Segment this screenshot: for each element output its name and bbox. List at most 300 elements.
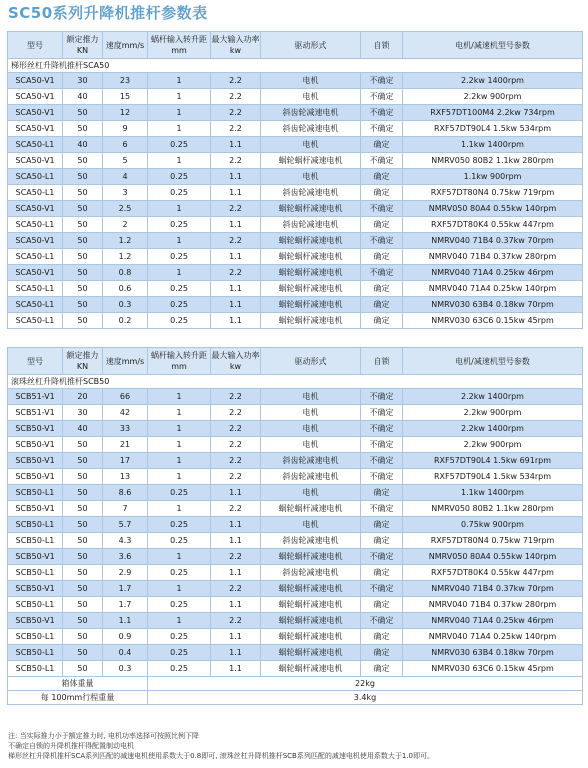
cell-drive-type: 斜齿轮减速电机 bbox=[261, 453, 361, 469]
cell-speed: 9 bbox=[103, 121, 148, 137]
cell-motor-params: NMRV040 71B4 0.37kw 70rpm bbox=[403, 581, 583, 597]
cell-drive-type: 斜齿轮减速电机 bbox=[261, 121, 361, 137]
cell-drive-type: 蜗轮蜗杆减速电机 bbox=[261, 549, 361, 565]
cell-rated-thrust: 20 bbox=[63, 389, 103, 405]
cell-motor-params: NMRV050 80B2 1.1kw 280rpm bbox=[403, 501, 583, 517]
cell-motor-params: RXF57DT80K4 0.55kw 447rpm bbox=[403, 217, 583, 233]
cell-self-lock: 不确定 bbox=[361, 89, 403, 105]
cell-model: SCB50-V1 bbox=[8, 453, 63, 469]
cell-worm-lead: 0.25 bbox=[148, 137, 211, 153]
table-row bbox=[8, 661, 583, 677]
cell-speed: 0.3 bbox=[103, 297, 148, 313]
cell-model: SCB51-V1 bbox=[8, 389, 63, 405]
cell-motor-params: NMRV040 71B4 0.37kw 70rpm bbox=[403, 233, 583, 249]
cell-drive-type: 斜齿轮减速电机 bbox=[261, 105, 361, 121]
cell-motor-params: 1.1kw 900rpm bbox=[403, 169, 583, 185]
cell-self-lock: 不确定 bbox=[361, 265, 403, 281]
table-row bbox=[8, 89, 583, 105]
cell-max-power: 1.1 bbox=[211, 137, 261, 153]
cell-max-power: 2.2 bbox=[211, 453, 261, 469]
table-row bbox=[8, 169, 583, 185]
table-subtitle-row bbox=[8, 375, 583, 389]
table-row bbox=[8, 153, 583, 169]
cell-drive-type: 蜗轮蜗杆减速电机 bbox=[261, 581, 361, 597]
cell-speed: 2 bbox=[103, 217, 148, 233]
cell-self-lock: 确定 bbox=[361, 313, 403, 329]
table-row bbox=[8, 313, 583, 329]
cell-model: SCB51-V1 bbox=[8, 405, 63, 421]
cell-max-power: 2.2 bbox=[211, 121, 261, 137]
table-row bbox=[8, 281, 583, 297]
cell-speed: 12 bbox=[103, 105, 148, 121]
scb50-parameter-table bbox=[7, 347, 583, 705]
cell-max-power: 2.2 bbox=[211, 201, 261, 217]
cell-model: SCA50-V1 bbox=[8, 265, 63, 281]
cell-self-lock: 不确定 bbox=[361, 469, 403, 485]
cell-self-lock: 不确定 bbox=[361, 453, 403, 469]
cell-motor-params: 2.2kw 900rpm bbox=[403, 405, 583, 421]
stroke-weight-label: 每 100mm行程重量 bbox=[8, 691, 148, 705]
cell-speed: 66 bbox=[103, 389, 148, 405]
cell-drive-type: 蜗轮蜗杆减速电机 bbox=[261, 281, 361, 297]
cell-motor-params: RXF57DT90L4 1.5kw 534rpm bbox=[403, 121, 583, 137]
box-weight-value: 22kg bbox=[148, 677, 583, 691]
table-row bbox=[8, 297, 583, 313]
cell-max-power: 1.1 bbox=[211, 313, 261, 329]
cell-max-power: 2.2 bbox=[211, 581, 261, 597]
cell-worm-lead: 0.25 bbox=[148, 629, 211, 645]
cell-speed: 21 bbox=[103, 437, 148, 453]
scb-subtitle: 滚珠丝杠升降机推杆SCB50 bbox=[8, 375, 583, 389]
table-row bbox=[8, 265, 583, 281]
sca50-parameter-table bbox=[7, 31, 583, 329]
table-row bbox=[8, 437, 583, 453]
cell-motor-params: 2.2kw 900rpm bbox=[403, 437, 583, 453]
cell-model: SCA50-V1 bbox=[8, 233, 63, 249]
cell-motor-params: NMRV040 71B4 0.37kw 280rpm bbox=[403, 597, 583, 613]
cell-worm-lead: 1 bbox=[148, 389, 211, 405]
cell-model: SCB50-L1 bbox=[8, 565, 63, 581]
cell-motor-params: NMRV030 63C6 0.15kw 45rpm bbox=[403, 661, 583, 677]
cell-max-power: 2.2 bbox=[211, 501, 261, 517]
cell-worm-lead: 0.25 bbox=[148, 185, 211, 201]
cell-motor-params: NMRV040 71A4 0.25kw 140rpm bbox=[403, 629, 583, 645]
col-header-self-lock: 自锁 bbox=[361, 32, 403, 59]
cell-motor-params: 2.2kw 1400rpm bbox=[403, 421, 583, 437]
cell-self-lock: 不确定 bbox=[361, 105, 403, 121]
table-row bbox=[8, 185, 583, 201]
cell-rated-thrust: 50 bbox=[63, 121, 103, 137]
cell-rated-thrust: 30 bbox=[63, 405, 103, 421]
cell-max-power: 1.1 bbox=[211, 297, 261, 313]
cell-max-power: 1.1 bbox=[211, 485, 261, 501]
cell-self-lock: 不确定 bbox=[361, 201, 403, 217]
cell-model: SCA50-V1 bbox=[8, 105, 63, 121]
cell-self-lock: 确定 bbox=[361, 661, 403, 677]
cell-self-lock: 确定 bbox=[361, 281, 403, 297]
cell-model: SCB50-L1 bbox=[8, 597, 63, 613]
cell-drive-type: 电机 bbox=[261, 137, 361, 153]
cell-rated-thrust: 50 bbox=[63, 501, 103, 517]
cell-max-power: 1.1 bbox=[211, 565, 261, 581]
cell-max-power: 2.2 bbox=[211, 73, 261, 89]
col-header-max-power: 最大输入功率kw bbox=[211, 348, 261, 375]
cell-speed: 33 bbox=[103, 421, 148, 437]
cell-drive-type: 蜗轮蜗杆减速电机 bbox=[261, 201, 361, 217]
cell-rated-thrust: 30 bbox=[63, 73, 103, 89]
cell-self-lock: 确定 bbox=[361, 249, 403, 265]
cell-rated-thrust: 50 bbox=[63, 217, 103, 233]
cell-self-lock: 确定 bbox=[361, 533, 403, 549]
cell-worm-lead: 1 bbox=[148, 613, 211, 629]
table-row bbox=[8, 201, 583, 217]
cell-rated-thrust: 50 bbox=[63, 297, 103, 313]
cell-rated-thrust: 50 bbox=[63, 581, 103, 597]
cell-drive-type: 蜗轮蜗杆减速电机 bbox=[261, 297, 361, 313]
footnote: 注: 当实际推力小于额定推力时, 电机功率选择可按照比例下降 bbox=[8, 732, 200, 740]
cell-worm-lead: 1 bbox=[148, 469, 211, 485]
cell-self-lock: 不确定 bbox=[361, 73, 403, 89]
cell-model: SCA50-L1 bbox=[8, 185, 63, 201]
cell-model: SCA50-L1 bbox=[8, 217, 63, 233]
cell-rated-thrust: 50 bbox=[63, 313, 103, 329]
cell-self-lock: 不确定 bbox=[361, 581, 403, 597]
table-subtitle-row bbox=[8, 59, 583, 73]
cell-drive-type: 蜗轮蜗杆减速电机 bbox=[261, 249, 361, 265]
cell-motor-params: RXF57DT80K4 0.55kw 447rpm bbox=[403, 565, 583, 581]
cell-rated-thrust: 50 bbox=[63, 185, 103, 201]
cell-worm-lead: 1 bbox=[148, 437, 211, 453]
cell-rated-thrust: 50 bbox=[63, 469, 103, 485]
table-row bbox=[8, 549, 583, 565]
cell-drive-type: 蜗轮蜗杆减速电机 bbox=[261, 501, 361, 517]
cell-self-lock: 不确定 bbox=[361, 501, 403, 517]
cell-motor-params: NMRV040 71A4 0.25kw 46rpm bbox=[403, 613, 583, 629]
cell-drive-type: 电机 bbox=[261, 517, 361, 533]
cell-speed: 4 bbox=[103, 169, 148, 185]
cell-drive-type: 电机 bbox=[261, 169, 361, 185]
cell-worm-lead: 0.25 bbox=[148, 661, 211, 677]
cell-motor-params: NMRV050 80A4 0.55kw 140rpm bbox=[403, 201, 583, 217]
cell-worm-lead: 1 bbox=[148, 405, 211, 421]
cell-rated-thrust: 50 bbox=[63, 645, 103, 661]
cell-speed: 0.4 bbox=[103, 645, 148, 661]
cell-motor-params: RXF57DT80N4 0.75kw 719rpm bbox=[403, 185, 583, 201]
footnotes bbox=[8, 731, 434, 761]
col-header-speed: 速度mm/s bbox=[103, 348, 148, 375]
cell-max-power: 2.2 bbox=[211, 153, 261, 169]
table-row bbox=[8, 533, 583, 549]
cell-max-power: 2.2 bbox=[211, 89, 261, 105]
cell-self-lock: 不确定 bbox=[361, 153, 403, 169]
table-row bbox=[8, 469, 583, 485]
col-header-model: 型号 bbox=[8, 32, 63, 59]
cell-model: SCA50-L1 bbox=[8, 297, 63, 313]
cell-max-power: 2.2 bbox=[211, 265, 261, 281]
cell-rated-thrust: 50 bbox=[63, 281, 103, 297]
cell-worm-lead: 1 bbox=[148, 121, 211, 137]
cell-speed: 3.6 bbox=[103, 549, 148, 565]
col-header-drive-type: 驱动形式 bbox=[261, 348, 361, 375]
cell-rated-thrust: 50 bbox=[63, 437, 103, 453]
cell-speed: 0.2 bbox=[103, 313, 148, 329]
table-row bbox=[8, 517, 583, 533]
cell-worm-lead: 0.25 bbox=[148, 297, 211, 313]
cell-speed: 13 bbox=[103, 469, 148, 485]
cell-model: SCA50-V1 bbox=[8, 73, 63, 89]
cell-rated-thrust: 50 bbox=[63, 629, 103, 645]
cell-max-power: 1.1 bbox=[211, 517, 261, 533]
cell-self-lock: 确定 bbox=[361, 565, 403, 581]
cell-worm-lead: 1 bbox=[148, 201, 211, 217]
cell-motor-params: 2.2kw 900rpm bbox=[403, 89, 583, 105]
cell-self-lock: 确定 bbox=[361, 645, 403, 661]
cell-worm-lead: 1 bbox=[148, 265, 211, 281]
page-title: SC50系列升降机推杆参数表 bbox=[8, 4, 208, 22]
sca-subtitle: 梯形丝杠升降机推杆SCA50 bbox=[8, 59, 583, 73]
cell-model: SCB50-L1 bbox=[8, 629, 63, 645]
cell-rated-thrust: 50 bbox=[63, 485, 103, 501]
cell-rated-thrust: 50 bbox=[63, 613, 103, 629]
cell-drive-type: 电机 bbox=[261, 437, 361, 453]
cell-speed: 15 bbox=[103, 89, 148, 105]
cell-model: SCB50-L1 bbox=[8, 661, 63, 677]
footnote: 不确定自锁的升降机推杆得配置制动电机 bbox=[8, 742, 134, 750]
cell-model: SCA50-V1 bbox=[8, 201, 63, 217]
cell-drive-type: 蜗轮蜗杆减速电机 bbox=[261, 645, 361, 661]
cell-drive-type: 电机 bbox=[261, 89, 361, 105]
cell-drive-type: 斜齿轮减速电机 bbox=[261, 469, 361, 485]
cell-worm-lead: 0.25 bbox=[148, 169, 211, 185]
table-row bbox=[8, 613, 583, 629]
cell-model: SCB50-V1 bbox=[8, 613, 63, 629]
cell-max-power: 2.2 bbox=[211, 233, 261, 249]
cell-worm-lead: 1 bbox=[148, 421, 211, 437]
cell-speed: 1.2 bbox=[103, 233, 148, 249]
cell-max-power: 2.2 bbox=[211, 613, 261, 629]
cell-self-lock: 不确定 bbox=[361, 437, 403, 453]
table-row bbox=[8, 597, 583, 613]
cell-worm-lead: 1 bbox=[148, 549, 211, 565]
cell-model: SCB50-V1 bbox=[8, 501, 63, 517]
cell-max-power: 1.1 bbox=[211, 629, 261, 645]
cell-self-lock: 确定 bbox=[361, 137, 403, 153]
cell-speed: 0.6 bbox=[103, 281, 148, 297]
cell-drive-type: 蜗轮蜗杆减速电机 bbox=[261, 661, 361, 677]
cell-self-lock: 不确定 bbox=[361, 121, 403, 137]
cell-motor-params: RXF57DT90L4 1.5kw 691rpm bbox=[403, 453, 583, 469]
cell-speed: 1.7 bbox=[103, 581, 148, 597]
cell-max-power: 1.1 bbox=[211, 217, 261, 233]
cell-max-power: 2.2 bbox=[211, 437, 261, 453]
cell-max-power: 2.2 bbox=[211, 105, 261, 121]
cell-drive-type: 蜗轮蜗杆减速电机 bbox=[261, 629, 361, 645]
cell-model: SCA50-L1 bbox=[8, 249, 63, 265]
cell-max-power: 1.1 bbox=[211, 169, 261, 185]
cell-worm-lead: 0.25 bbox=[148, 565, 211, 581]
cell-worm-lead: 1 bbox=[148, 105, 211, 121]
col-header-rated-thrust: 额定推力KN bbox=[63, 348, 103, 375]
cell-rated-thrust: 40 bbox=[63, 137, 103, 153]
cell-model: SCA50-V1 bbox=[8, 89, 63, 105]
cell-worm-lead: 1 bbox=[148, 153, 211, 169]
cell-model: SCA50-L1 bbox=[8, 137, 63, 153]
cell-model: SCB50-L1 bbox=[8, 485, 63, 501]
cell-speed: 1.7 bbox=[103, 597, 148, 613]
cell-drive-type: 蜗轮蜗杆减速电机 bbox=[261, 597, 361, 613]
cell-speed: 1.1 bbox=[103, 613, 148, 629]
col-header-worm-lead: 蜗杆输入转升距mm bbox=[148, 32, 211, 59]
cell-rated-thrust: 50 bbox=[63, 265, 103, 281]
cell-rated-thrust: 50 bbox=[63, 169, 103, 185]
cell-self-lock: 不确定 bbox=[361, 233, 403, 249]
cell-drive-type: 蜗轮蜗杆减速电机 bbox=[261, 613, 361, 629]
table-row bbox=[8, 389, 583, 405]
col-header-self-lock: 自锁 bbox=[361, 348, 403, 375]
cell-drive-type: 电机 bbox=[261, 485, 361, 501]
cell-max-power: 1.1 bbox=[211, 597, 261, 613]
cell-self-lock: 不确定 bbox=[361, 389, 403, 405]
cell-max-power: 1.1 bbox=[211, 249, 261, 265]
table-row bbox=[8, 137, 583, 153]
cell-motor-params: NMRV040 71B4 0.37kw 280rpm bbox=[403, 249, 583, 265]
cell-motor-params: NMRV040 71A4 0.25kw 140rpm bbox=[403, 281, 583, 297]
cell-self-lock: 确定 bbox=[361, 629, 403, 645]
cell-speed: 42 bbox=[103, 405, 148, 421]
table-row bbox=[8, 105, 583, 121]
cell-drive-type: 斜齿轮减速电机 bbox=[261, 185, 361, 201]
cell-drive-type: 电机 bbox=[261, 73, 361, 89]
cell-model: SCB50-V1 bbox=[8, 549, 63, 565]
cell-rated-thrust: 50 bbox=[63, 549, 103, 565]
cell-max-power: 2.2 bbox=[211, 421, 261, 437]
cell-speed: 0.8 bbox=[103, 265, 148, 281]
cell-drive-type: 蜗轮蜗杆减速电机 bbox=[261, 265, 361, 281]
cell-drive-type: 蜗轮蜗杆减速电机 bbox=[261, 313, 361, 329]
col-header-speed: 速度mm/s bbox=[103, 32, 148, 59]
cell-drive-type: 电机 bbox=[261, 405, 361, 421]
cell-self-lock: 确定 bbox=[361, 169, 403, 185]
cell-motor-params: NMRV030 63C6 0.15kw 45rpm bbox=[403, 313, 583, 329]
cell-model: SCB50-L1 bbox=[8, 645, 63, 661]
table-row bbox=[8, 485, 583, 501]
cell-rated-thrust: 50 bbox=[63, 597, 103, 613]
cell-max-power: 1.1 bbox=[211, 661, 261, 677]
cell-rated-thrust: 40 bbox=[63, 89, 103, 105]
cell-motor-params: 0.75kw 900rpm bbox=[403, 517, 583, 533]
table-row bbox=[8, 73, 583, 89]
table-row bbox=[8, 645, 583, 661]
table-row bbox=[8, 121, 583, 137]
cell-worm-lead: 1 bbox=[148, 501, 211, 517]
cell-rated-thrust: 50 bbox=[63, 661, 103, 677]
col-header-model: 型号 bbox=[8, 348, 63, 375]
cell-drive-type: 斜齿轮减速电机 bbox=[261, 217, 361, 233]
cell-motor-params: NMRV050 80B2 1.1kw 280rpm bbox=[403, 153, 583, 169]
cell-model: SCA50-L1 bbox=[8, 313, 63, 329]
cell-worm-lead: 0.25 bbox=[148, 313, 211, 329]
col-header-rated-thrust: 额定推力KN bbox=[63, 32, 103, 59]
col-header-worm-lead: 蜗杆输入转升距mm bbox=[148, 348, 211, 375]
cell-rated-thrust: 50 bbox=[63, 201, 103, 217]
cell-rated-thrust: 50 bbox=[63, 453, 103, 469]
cell-worm-lead: 1 bbox=[148, 89, 211, 105]
table-row bbox=[8, 453, 583, 469]
table-row bbox=[8, 233, 583, 249]
cell-rated-thrust: 50 bbox=[63, 517, 103, 533]
table-row bbox=[8, 565, 583, 581]
cell-model: SCB50-V1 bbox=[8, 581, 63, 597]
cell-self-lock: 确定 bbox=[361, 485, 403, 501]
cell-speed: 3 bbox=[103, 185, 148, 201]
cell-speed: 2.9 bbox=[103, 565, 148, 581]
cell-rated-thrust: 40 bbox=[63, 421, 103, 437]
cell-speed: 6 bbox=[103, 137, 148, 153]
table-row bbox=[8, 501, 583, 517]
table-header-row bbox=[8, 348, 583, 375]
col-header-drive-type: 驱动形式 bbox=[261, 32, 361, 59]
cell-max-power: 1.1 bbox=[211, 281, 261, 297]
cell-motor-params: 1.1kw 1400rpm bbox=[403, 485, 583, 501]
cell-model: SCB50-V1 bbox=[8, 469, 63, 485]
cell-motor-params: NMRV030 63B4 0.18kw 70rpm bbox=[403, 297, 583, 313]
stroke-weight-row bbox=[8, 691, 583, 705]
cell-self-lock: 确定 bbox=[361, 597, 403, 613]
cell-model: SCA50-L1 bbox=[8, 281, 63, 297]
cell-motor-params: NMRV030 63B4 0.18kw 70rpm bbox=[403, 645, 583, 661]
cell-self-lock: 确定 bbox=[361, 185, 403, 201]
cell-worm-lead: 1 bbox=[148, 233, 211, 249]
cell-max-power: 1.1 bbox=[211, 533, 261, 549]
cell-rated-thrust: 50 bbox=[63, 105, 103, 121]
col-header-motor-params: 电机/减速机型号参数 bbox=[403, 348, 583, 375]
cell-motor-params: RXF57DT80N4 0.75kw 719rpm bbox=[403, 533, 583, 549]
cell-max-power: 2.2 bbox=[211, 549, 261, 565]
cell-worm-lead: 0.25 bbox=[148, 485, 211, 501]
cell-rated-thrust: 50 bbox=[63, 153, 103, 169]
cell-self-lock: 确定 bbox=[361, 297, 403, 313]
cell-rated-thrust: 50 bbox=[63, 533, 103, 549]
cell-max-power: 2.2 bbox=[211, 389, 261, 405]
cell-max-power: 1.1 bbox=[211, 185, 261, 201]
cell-rated-thrust: 50 bbox=[63, 233, 103, 249]
cell-speed: 0.9 bbox=[103, 629, 148, 645]
table-header-row bbox=[8, 32, 583, 59]
table-row bbox=[8, 249, 583, 265]
cell-motor-params: NMRV050 80A4 0.55kw 140rpm bbox=[403, 549, 583, 565]
cell-worm-lead: 0.25 bbox=[148, 217, 211, 233]
cell-worm-lead: 0.25 bbox=[148, 645, 211, 661]
cell-self-lock: 不确定 bbox=[361, 421, 403, 437]
cell-speed: 17 bbox=[103, 453, 148, 469]
cell-rated-thrust: 50 bbox=[63, 249, 103, 265]
cell-drive-type: 斜齿轮减速电机 bbox=[261, 533, 361, 549]
cell-drive-type: 电机 bbox=[261, 389, 361, 405]
cell-model: SCB50-L1 bbox=[8, 533, 63, 549]
cell-self-lock: 不确定 bbox=[361, 613, 403, 629]
box-weight-row bbox=[8, 677, 583, 691]
cell-worm-lead: 0.25 bbox=[148, 281, 211, 297]
cell-self-lock: 确定 bbox=[361, 517, 403, 533]
cell-model: SCB50-V1 bbox=[8, 421, 63, 437]
table-row bbox=[8, 217, 583, 233]
table-row bbox=[8, 421, 583, 437]
box-weight-label: 箱体重量 bbox=[8, 677, 148, 691]
cell-self-lock: 不确定 bbox=[361, 549, 403, 565]
cell-self-lock: 不确定 bbox=[361, 405, 403, 421]
cell-max-power: 2.2 bbox=[211, 405, 261, 421]
cell-model: SCB50-V1 bbox=[8, 437, 63, 453]
